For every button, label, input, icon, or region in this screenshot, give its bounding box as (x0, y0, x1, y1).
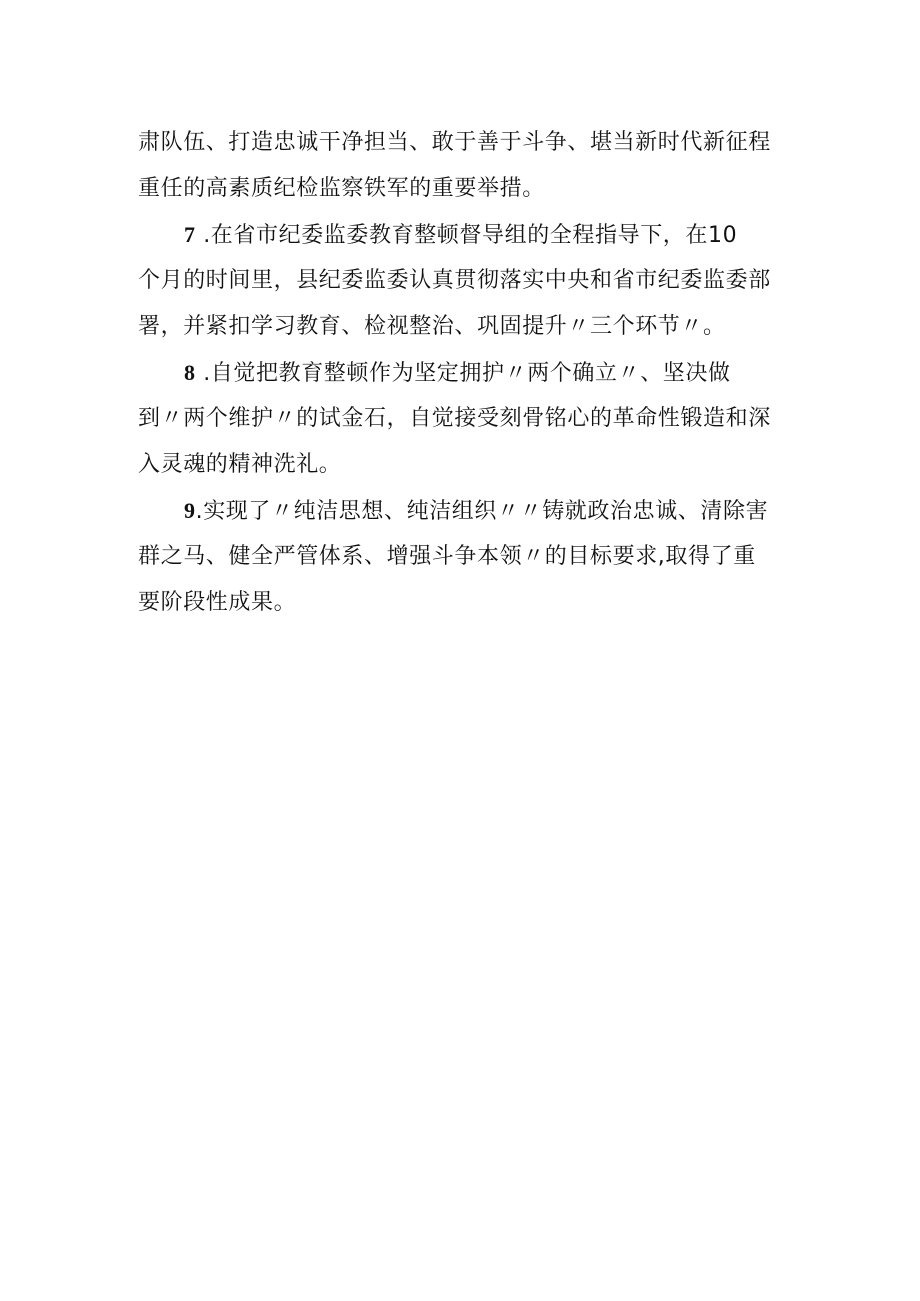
text-segment: .自觉把教育整顿作为坚定拥护〃两个确立〃、坚决做 (195, 361, 731, 386)
item-number: 8 (184, 360, 196, 385)
text-line: 要阶段性成果。 (138, 590, 297, 615)
paragraph-item-8 (138, 350, 784, 488)
text-line: 个月的时间里，县纪委监委认真贯彻落实中央和省市纪委监委部 (138, 268, 771, 293)
text-line (138, 488, 784, 534)
text-line (138, 350, 784, 396)
text-line: 肃队伍、打造忠诚干净担当、敢于善于斗争、堪当新时代新征程 (138, 130, 771, 155)
text-segment: .在省市纪委监委教育整顿督导组的全程指导下，在10 (195, 223, 738, 248)
paragraph-item-9 (138, 488, 784, 626)
item-number: 9 (184, 498, 196, 523)
text-line: 重任的高素质纪检监察铁军的重要举措。 (138, 176, 545, 201)
text-line (138, 212, 784, 258)
item-number: 7 (184, 222, 196, 247)
text-line: 群之马、健全严管体系、增强斗争本领〃的目标要求,取得了重 (138, 544, 756, 569)
text-line: 到〃两个维护〃的试金石，自觉接受刻骨铭心的革命性锻造和深 (138, 406, 771, 431)
text-line: 入灵魂的精神洗礼。 (138, 452, 342, 477)
paragraph-item-7 (138, 212, 784, 350)
text-segment: .实现了〃纯洁思想、纯洁组织〃〃铸就政治忠诚、清除害 (195, 499, 769, 524)
document-body (138, 120, 784, 626)
paragraph-continuation (138, 120, 784, 212)
text-line: 署，并紧扣学习教育、检视整治、巩固提升〃三个环节〃。 (138, 314, 726, 339)
